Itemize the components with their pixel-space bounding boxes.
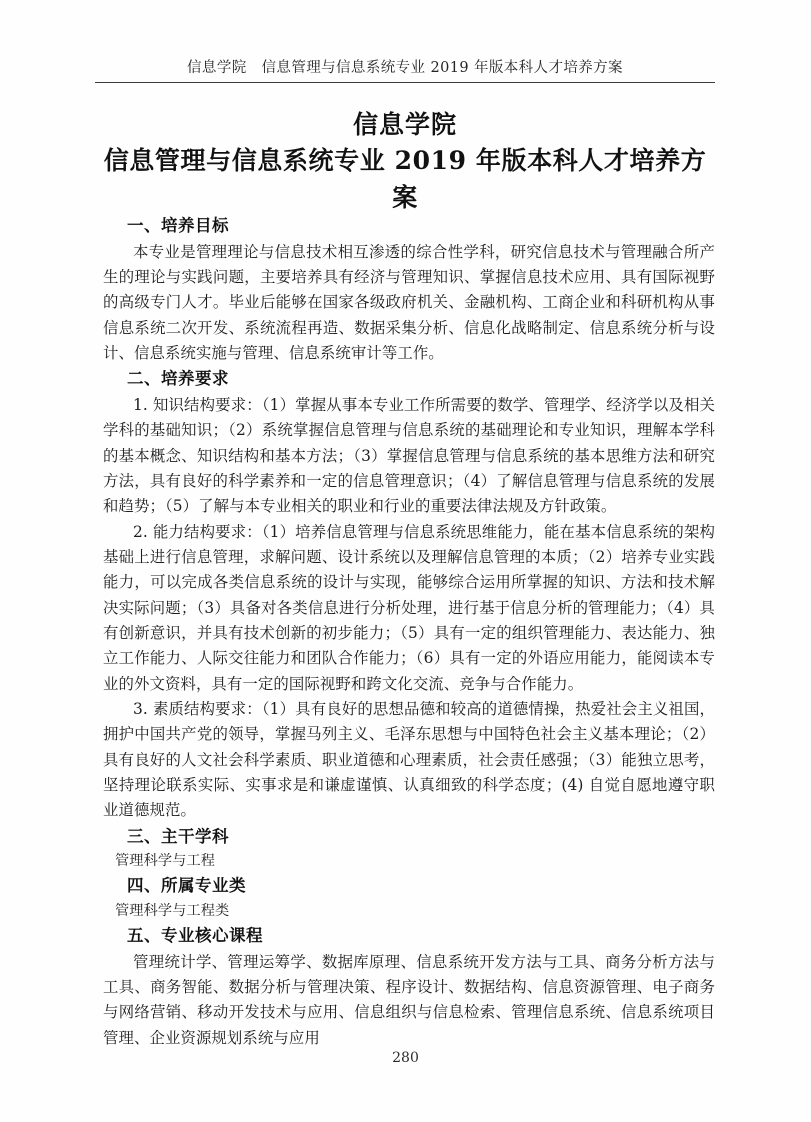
header-divider-rule [95,82,715,83]
page-number: 280 [392,1050,419,1066]
title-line-program: 信息管理与信息系统专业 2019 年版本科人才培养方案 [103,145,707,213]
section-heading-1: 一、培养目标 [127,216,229,235]
document-body [103,213,715,1051]
section-heading-5: 五、专业核心课程 [127,926,263,946]
title-line-institute: 信息学院 [352,110,457,139]
section-training-requirements [103,366,715,823]
section-main-discipline [103,824,715,874]
section-body-2-ability: 2. 能力结构要求：（1）培养信息管理与信息系统思维能力，能在基本信息系统的架构基础上进行信息管理，求解问题、设计系统以及理解信息管理的本质；（2）培养专业实践能力，可以完成各类信息系统的设计与实现，能够综合运用所掌握的知识、方法和技术解决实际问题；（3）具备对各类信息进行分析处理，进行基于信息分析的管理能力；（4）具有创新意识，并具有技术创新的初步能力；（5）具有一定的组织管理能力、表达能力、独立工作能力、人际交往能力和团队合作能力；（6）具有一定的外语应用能力，能阅读本专业的外文资料，具有一定的国际视野和跨文化交流、竞争与合作能力。 [103,522,715,693]
document-title-block [95,108,715,217]
section-training-objectives [103,213,715,366]
running-header: 信息学院 信息管理与信息系统专业 2019 年版本科人才培养方案 [187,60,623,76]
section-major-category [103,873,715,923]
section-heading-3: 三、主干学科 [127,826,229,846]
section-core-courses [103,923,715,1051]
section-body-5: 管理统计学、管理运筹学、数据库原理、信息系统开发方法与工具、商务分析方法与工具、商务智能、数据分析与管理决策、程序设计、数据结构、信息资源管理、电子商务与网络营销、移动开发技术与应用、信息组织与信息检索、管理信息系统、信息系统项目管理、企业资源规划系统与应用 [103,952,715,1047]
section-body-2-quality: 3. 素质结构要求：（1）具有良好的思想品德和较高的道德情操，热爱社会主义祖国，拥护中国共产党的领导，掌握马列主义、毛泽东思想与中国特色社会主义基本理论；（2）具有良好的人文社会科学素质、职业道德和心理素质，社会责任感强；（3）能独立思考，坚持理论联系实际、实事求是和谦虚谨慎、认真细致的科学态度；(4) 自觉自愿地遵守职业道德规范。 [103,700,715,820]
section-body-1: 本专业是管理理论与信息技术相互渗透的综合性学科，研究信息技术与管理融合所产生的理论与实践问题，主要培养具有经济与管理知识、掌握信息技术应用、具有国际视野的高级专门人才。毕业后能够在国家各级政府机关、金融机构、工商企业和科研机构从事信息系统二次开发、系统流程再造、数据采集分析、信息化战略制定、信息系统分析与设计、信息系统实施与管理、信息系统审计等工作。 [103,242,715,363]
section-body-3: 管理科学与工程 [115,853,216,870]
section-body-2-knowledge: 1. 知识结构要求：（1）掌握从事本专业工作所需要的数学、管理学、经济学以及相关学科的基础知识；（2）系统掌握信息管理与信息系统的基础理论和专业知识，理解本学科的基本概念、知识结构和基本方法；（3）掌握信息管理与信息系统的基本思维方法和研究方法，具有良好的科学素养和一定的信息管理意识；（4）了解信息管理与信息系统的发展和趋势；（5）了解与本专业相关的职业和行业的重要法律法规及方针政策。 [103,396,715,516]
section-heading-2: 二、培养要求 [127,369,229,389]
section-body-4: 管理科学与工程类 [115,903,230,920]
section-heading-4: 四、所属专业类 [127,876,246,896]
